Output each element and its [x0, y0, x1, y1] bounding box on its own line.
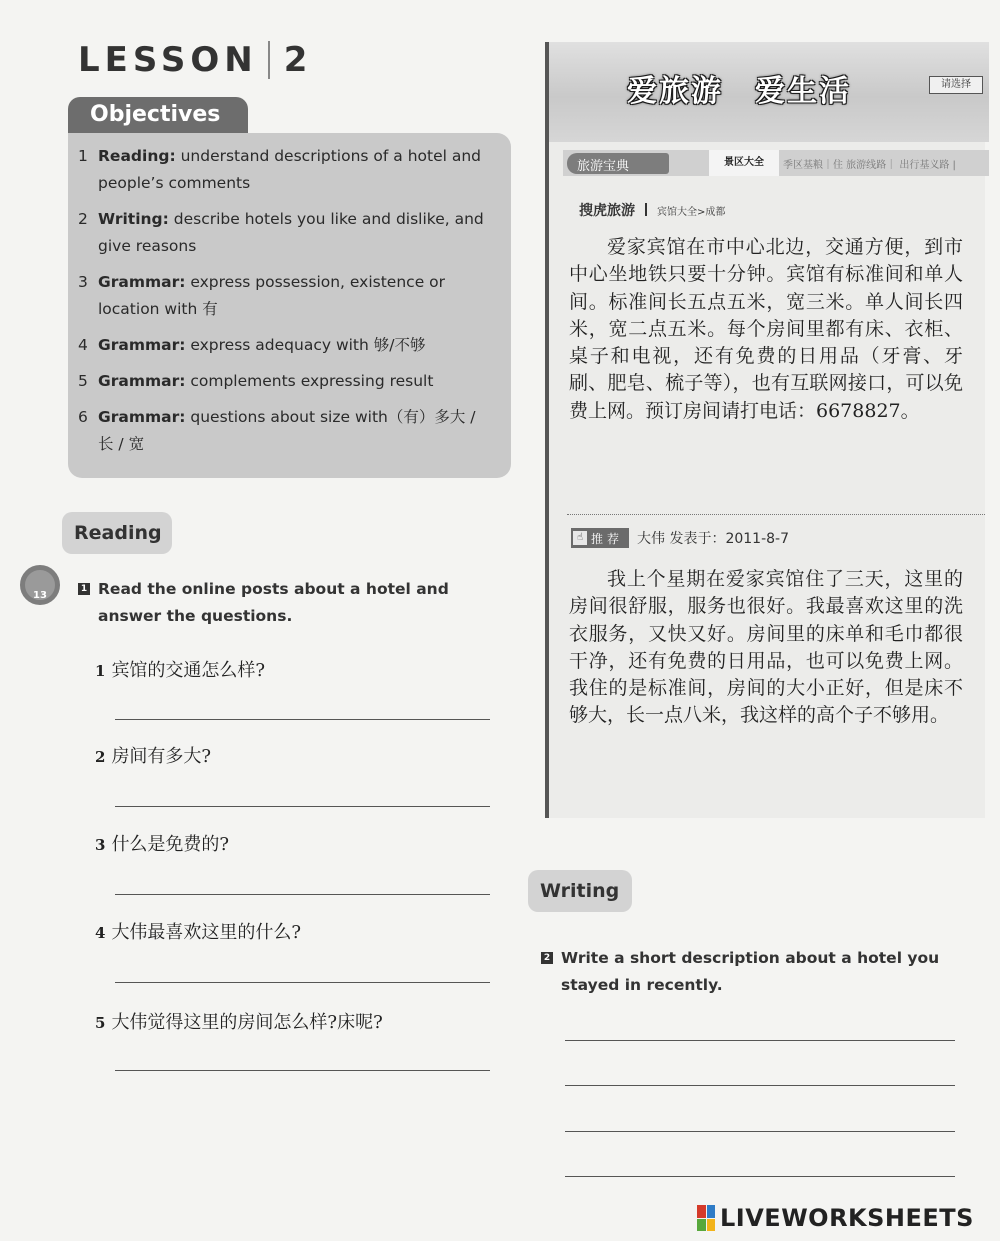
banner-title: 爱旅游 爱生活 — [627, 74, 851, 109]
lesson-divider — [268, 41, 270, 79]
objective-item: 2 Writing: describe hotels you like and dislike, and give reasons — [78, 210, 484, 255]
lesson-number: 2 — [283, 40, 313, 80]
brand-text: LIVEWORKSHEETS — [720, 1204, 974, 1232]
writing-line-2[interactable] — [565, 1085, 955, 1086]
objective-item: 4 Grammar: express adequacy with 够/不够 — [78, 336, 426, 354]
recommend-badge: ☝ 推荐 — [571, 528, 629, 548]
article-paragraph-2: 我上个星期在爱家宾馆住了三天，这里的房间很舒服，服务也很好。我最喜欢这里的洗衣服务，又快又好。房间里的床单和毛巾都很干净，还有免费的日用品，也可以免费上网。我住的是标准间，房间的大小正好，但是床不够大，长一点八米，我这样的高个子不够用。 — [569, 568, 963, 727]
writing-line-3[interactable] — [565, 1131, 955, 1132]
reading-title: Reading — [62, 512, 172, 554]
instruction-number: 2 — [541, 952, 553, 964]
answer-line-4[interactable] — [115, 982, 490, 983]
objective-item: 6 Grammar: questions about size with（有）多大 / 长 / 宽 — [78, 408, 476, 453]
audio-cd-icon[interactable] — [20, 565, 60, 605]
lesson-header — [78, 40, 312, 80]
answer-line-2[interactable] — [115, 806, 490, 807]
writing-line-4[interactable] — [565, 1176, 955, 1177]
writing-line-1[interactable] — [565, 1040, 955, 1041]
instruction-number: 1 — [78, 583, 90, 595]
objective-item: 3 Grammar: express possession, existence or location with 有 — [78, 273, 446, 318]
post-author: 大伟 发表于：2011-8-7 — [637, 531, 790, 547]
nav-home-tab[interactable]: 旅游宝典 — [567, 153, 669, 174]
article-paragraph-1: 爱家宾馆在市中心北边，交通方便，到市中心坐地铁只要十分钟。宾馆有标准间和单人间。标准间长五点五米，宽三米。单人间长四米，宽二点五米。每个房间里都有床、衣柜、桌子和电视，还有免费的日用品（牙膏、牙刷、肥皂、梳子等），也有互联网接口，可以免费上网。预订房间请打电话：6678827。 — [569, 236, 963, 422]
objective-item: 1 Reading: understand descriptions of a hotel and people’s comments — [78, 147, 482, 192]
writing-instruction — [541, 945, 966, 999]
reading-instruction-text: Read the online posts about a hotel and answer the questions. — [98, 580, 449, 625]
web-nav — [563, 150, 989, 176]
source-line — [579, 200, 725, 220]
nav-more-links[interactable]: 季区基粮｜住 旅游线路｜ 出行基义路 | — [783, 160, 956, 171]
answer-line-1[interactable] — [115, 719, 490, 720]
select-dropdown[interactable]: 请选择 — [929, 76, 983, 94]
writing-instruction-text: Write a short description about a hotel you stayed in recently. — [561, 949, 940, 994]
web-banner — [549, 42, 989, 142]
source-name: 搜虎旅游 — [579, 203, 635, 219]
liveworksheets-brand — [697, 1204, 974, 1232]
lesson-word: LESSON — [78, 40, 258, 80]
writing-title: Writing — [528, 870, 632, 912]
objective-item: 5 Grammar: complements expressing result — [78, 372, 434, 390]
question-1: 1 宾馆的交通怎么样? — [95, 660, 266, 681]
question-3: 3 什么是免费的? — [95, 834, 230, 855]
dotted-divider — [567, 514, 985, 515]
objectives-box — [68, 133, 511, 478]
liveworksheets-logo-icon — [697, 1205, 715, 1231]
track-number: 13 — [33, 590, 47, 601]
answer-line-3[interactable] — [115, 894, 490, 895]
reading-instruction — [78, 576, 488, 630]
question-4: 4 大伟最喜欢这里的什么? — [95, 922, 302, 943]
question-2: 2 房间有多大? — [95, 746, 212, 767]
post-meta — [571, 528, 789, 548]
objectives-title: Objectives — [68, 97, 248, 135]
thumbs-up-icon: ☝ — [573, 531, 587, 545]
question-5: 5 大伟觉得这里的房间怎么样?床呢? — [95, 1012, 383, 1033]
nav-active-tab[interactable]: 景区大全 — [709, 150, 779, 176]
answer-line-5[interactable] — [115, 1070, 490, 1071]
source-path: 宾馆大全>成都 — [657, 207, 726, 218]
web-article — [545, 42, 985, 818]
